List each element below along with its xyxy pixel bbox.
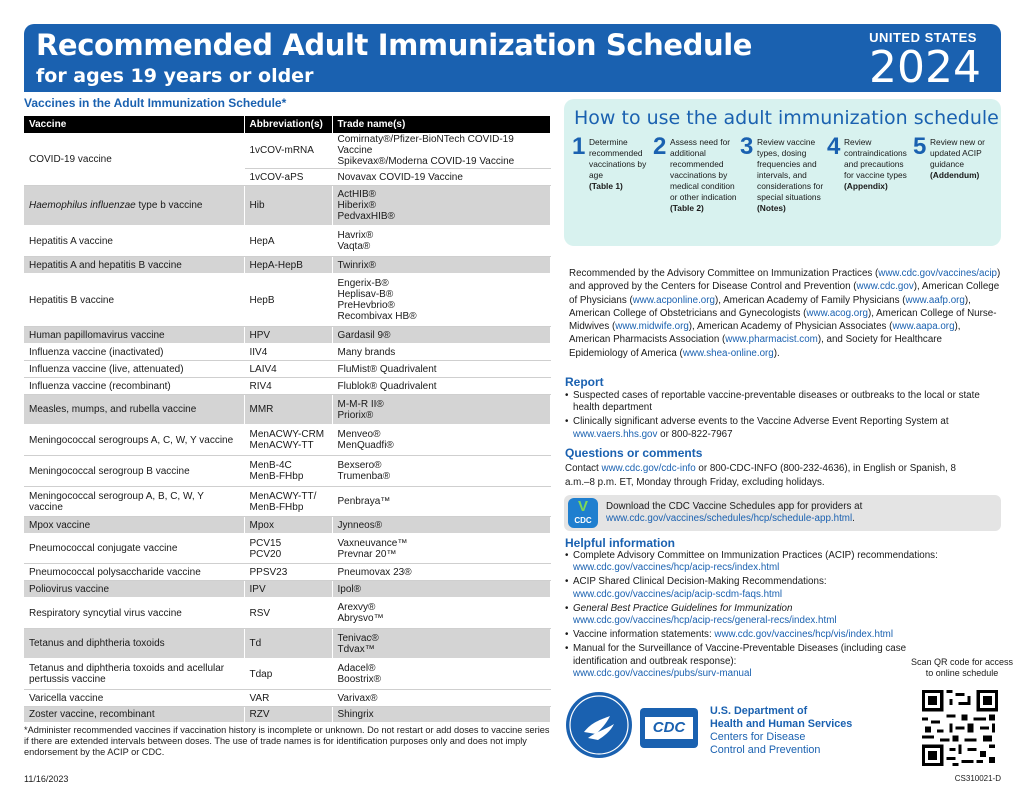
abbreviation: RSV bbox=[244, 598, 332, 629]
vaccine-name: Meningococcal serogroup A, B, C, W, Y vaccine bbox=[24, 487, 244, 517]
trade-names: Gardasil 9® bbox=[332, 327, 551, 344]
trade-names: Twinrix® bbox=[332, 257, 551, 274]
vaccine-name: Meningococcal serogroups A, C, W, Y vaccine bbox=[24, 425, 244, 456]
abbreviation: LAIV4 bbox=[244, 361, 332, 378]
table-row bbox=[24, 564, 551, 581]
step-text: Review new or updated ACIP guidance (Addendum) bbox=[930, 137, 985, 180]
questions-heading: Questions or comments bbox=[565, 446, 703, 460]
trade-names: Ipol® bbox=[332, 581, 551, 598]
abbreviation: 1vCOV-aPS bbox=[244, 169, 332, 186]
vaccine-name: Influenza vaccine (recombinant) bbox=[24, 378, 244, 395]
step-text: Assess need for additional recommended vaccinations by medical condition or other indication (Table 2) bbox=[670, 137, 737, 213]
link-acog[interactable]: www.acog.org bbox=[806, 307, 868, 319]
publication-date: 11/16/2023 bbox=[24, 774, 69, 784]
list-item: • Complete Advisory Committee on Immunization Practices (ACIP) recommendations: www.cdc.gov/vaccines/hcp/acip-recs/index.html bbox=[565, 550, 965, 574]
link-vis[interactable]: www.cdc.gov/vaccines/hcp/vis/index.html bbox=[714, 629, 893, 641]
trade-names: Jynneos® bbox=[332, 517, 551, 534]
vaccine-name: Human papillomavirus vaccine bbox=[24, 327, 244, 344]
step-number: 1 bbox=[572, 133, 586, 160]
abbreviation: VAR bbox=[244, 690, 332, 707]
link-schedule-app[interactable]: www.cdc.gov/vaccines/schedules/hcp/schedule-app.html bbox=[606, 513, 853, 524]
trade-names: Arexvy® Abrysvo™ bbox=[332, 598, 551, 629]
abbreviation: IPV bbox=[244, 581, 332, 598]
table-row bbox=[24, 344, 551, 361]
how-to-panel bbox=[564, 99, 1001, 246]
vaccine-name: Tetanus and diphtheria toxoids and acellular pertussis vaccine bbox=[24, 659, 244, 690]
abbreviation: Hib bbox=[244, 186, 332, 226]
abbreviation: HPV bbox=[244, 327, 332, 344]
vaccine-name: Hepatitis A and hepatitis B vaccine bbox=[24, 257, 244, 274]
abbreviation: Tdap bbox=[244, 659, 332, 690]
table-row bbox=[24, 598, 551, 629]
table-row bbox=[24, 487, 551, 517]
list-item: • Suspected cases of reportable vaccine-preventable diseases or outbreaks to the local or state health department bbox=[565, 390, 1001, 414]
trade-names: Adacel® Boostrix® bbox=[332, 659, 551, 690]
link-aafp[interactable]: www.aafp.org bbox=[905, 294, 965, 306]
vaccine-name: Zoster vaccine, recombinant bbox=[24, 707, 244, 723]
acip-endorsement: Recommended by the Advisory Committee on Immunization Practices (www.cdc.gov/vaccines/acip) and approved by the Centers for Disease Control and Prevention (www.cdc.gov), American College of Physicians (www.acponline.org), American Academy of Family Physicians (www.aafp.org), American College of Obstetricians and Gynecologists (www.acog.org), American College of Nurse-Midwives (www.midwife.org), American Academy of Physician Associates (www.aapa.org), American Pharmacists Association (www.pharmacist.com), and Society for Healthcare Epidemiology of America (www.shea-online.org). bbox=[569, 268, 1001, 359]
trade-names: Havrix® Vaqta® bbox=[332, 226, 551, 257]
step-number: 4 bbox=[827, 133, 841, 160]
table-row bbox=[24, 361, 551, 378]
table-heading: Vaccines in the Adult Immunization Schedule* bbox=[24, 96, 287, 110]
table-row bbox=[24, 517, 551, 534]
vaccine-table bbox=[24, 116, 551, 723]
vaccine-name: Haemophilus influenzae type b vaccine bbox=[24, 186, 244, 226]
abbreviation: IIV4 bbox=[244, 344, 332, 361]
abbreviation: RZV bbox=[244, 707, 332, 723]
table-row bbox=[24, 534, 551, 564]
trade-names: Many brands bbox=[332, 344, 551, 361]
table-row bbox=[24, 581, 551, 598]
column-header-vaccine: Vaccine bbox=[24, 116, 244, 133]
table-row bbox=[24, 690, 551, 707]
cdc-app-icon[interactable]: V CDC bbox=[568, 498, 598, 528]
vaccine-name: Respiratory syncytial virus vaccine bbox=[24, 598, 244, 629]
link-pharmacist[interactable]: www.pharmacist.com bbox=[725, 334, 818, 346]
table-row bbox=[24, 378, 551, 395]
list-item: • Manual for the Surveillance of Vaccine-Preventable Diseases (including case identification and outbreak response): www.cdc.gov/vaccines/pubs/surv-manual bbox=[565, 643, 910, 680]
table-row bbox=[24, 133, 551, 169]
table-row bbox=[24, 274, 551, 327]
trade-names: Menveo® MenQuadfi® bbox=[332, 425, 551, 456]
app-text: Download the CDC Vaccine Schedules app for providers at www.cdc.gov/vaccines/schedules/hcp/schedule-app.html. bbox=[606, 501, 863, 524]
vaccine-name: Influenza vaccine (inactivated) bbox=[24, 344, 244, 361]
abbreviation: HepB bbox=[244, 274, 332, 327]
abbreviation: MenACWY-CRM MenACWY-TT bbox=[244, 425, 332, 456]
vaccine-name: Pneumococcal polysaccharide vaccine bbox=[24, 564, 244, 581]
report-list bbox=[565, 390, 1001, 443]
vaccine-name: Meningococcal serogroup B vaccine bbox=[24, 456, 244, 487]
abbreviation: MenB-4C MenB-FHbp bbox=[244, 456, 332, 487]
abbreviation: HepA bbox=[244, 226, 332, 257]
helpful-list bbox=[565, 550, 965, 682]
link-shea[interactable]: www.shea-online.org bbox=[682, 347, 774, 359]
vaccine-name: Mpox vaccine bbox=[24, 517, 244, 534]
abbreviation: RIV4 bbox=[244, 378, 332, 395]
page-subtitle: for ages 19 years or older bbox=[36, 65, 314, 87]
table-row bbox=[24, 395, 551, 425]
qr-label: Scan QR code for access to online schedule bbox=[910, 657, 1014, 678]
table-row bbox=[24, 659, 551, 690]
table-row bbox=[24, 629, 551, 659]
link-aapa[interactable]: www.aapa.org bbox=[892, 321, 955, 333]
trade-names: FluMist® Quadrivalent bbox=[332, 361, 551, 378]
abbreviation: Td bbox=[244, 629, 332, 659]
list-item: • ACIP Shared Clinical Decision-Making Recommendations: www.cdc.gov/vaccines/acip/acip-scdm-faqs.html bbox=[565, 576, 965, 600]
trade-names: Varivax® bbox=[332, 690, 551, 707]
table-row bbox=[24, 257, 551, 274]
app-download-banner bbox=[564, 495, 1001, 531]
column-header-trade-name: Trade name(s) bbox=[332, 116, 551, 133]
vaccine-name: Hepatitis B vaccine bbox=[24, 274, 244, 327]
trade-names: Vaxneuvance™ Prevnar 20™ bbox=[332, 534, 551, 564]
year-label: 2024 bbox=[869, 42, 981, 93]
trade-names: Penbraya™ bbox=[332, 487, 551, 517]
table-row bbox=[24, 186, 551, 226]
trade-names: ActHIB® Hiberix® PedvaxHIB® bbox=[332, 186, 551, 226]
step-number: 3 bbox=[740, 133, 754, 160]
vaccine-name: Tetanus and diphtheria toxoids bbox=[24, 629, 244, 659]
header-banner bbox=[24, 24, 1001, 92]
trade-names: Tenivac® Tdvax™ bbox=[332, 629, 551, 659]
table-row bbox=[24, 226, 551, 257]
hhs-seal-icon bbox=[566, 692, 632, 758]
cdc-logo-icon: CDC bbox=[640, 708, 698, 748]
report-heading: Report bbox=[565, 375, 604, 389]
abbreviation: PPSV23 bbox=[244, 564, 332, 581]
link-acip-scdm[interactable]: www.cdc.gov/vaccines/acip/acip-scdm-faqs.html bbox=[573, 588, 783, 600]
link-vaers[interactable]: www.vaers.hhs.gov bbox=[573, 428, 658, 440]
link-acip-recs[interactable]: www.cdc.gov/vaccines/hcp/acip-recs/index.html bbox=[573, 562, 780, 574]
step-number: 5 bbox=[913, 133, 927, 160]
trade-names: Pneumovax 23® bbox=[332, 564, 551, 581]
column-header-abbreviation: Abbreviation(s) bbox=[244, 116, 332, 133]
list-item: • General Best Practice Guidelines for Immunization www.cdc.gov/vaccines/hcp/acip-recs/general-recs/index.html bbox=[565, 603, 965, 627]
abbreviation: MMR bbox=[244, 395, 332, 425]
list-item: • Vaccine information statements: www.cdc.gov/vaccines/hcp/vis/index.html bbox=[565, 629, 965, 641]
link-acp[interactable]: www.acponline.org bbox=[632, 294, 715, 306]
trade-names: Engerix-B® Heplisav-B® PreHevbrio® Recombivax HB® bbox=[332, 274, 551, 327]
step-text: Determine recommended vaccinations by age (Table 1) bbox=[589, 137, 647, 191]
vaccine-name: Measles, mumps, and rubella vaccine bbox=[24, 395, 244, 425]
document-code: CS310021-D bbox=[954, 774, 1001, 783]
abbreviation: 1vCOV-mRNA bbox=[244, 133, 332, 169]
abbreviation: Mpox bbox=[244, 517, 332, 534]
agency-name: U.S. Department of Health and Human Services Centers for Disease Control and Prevention bbox=[710, 705, 853, 756]
trade-names: Novavax COVID-19 Vaccine bbox=[332, 169, 551, 186]
vaccine-name: Varicella vaccine bbox=[24, 690, 244, 707]
vaccine-name: COVID-19 vaccine bbox=[24, 133, 244, 186]
vaccine-name: Influenza vaccine (live, attenuated) bbox=[24, 361, 244, 378]
list-item: • Clinically significant adverse events to the Vaccine Adverse Event Reporting System at www.vaers.hhs.gov or 800-822-7967 bbox=[565, 416, 1001, 440]
trade-names: Bexsero® Trumenba® bbox=[332, 456, 551, 487]
step-text: Review vaccine types, dosing frequencies and intervals, and considerations for special situations (Notes) bbox=[757, 137, 824, 213]
trade-names: Flublok® Quadrivalent bbox=[332, 378, 551, 395]
table-row bbox=[24, 425, 551, 456]
abbreviation: HepA-HepB bbox=[244, 257, 332, 274]
vaccine-name: Pneumococcal conjugate vaccine bbox=[24, 534, 244, 564]
country-label: UNITED STATES bbox=[869, 30, 977, 45]
step-number: 2 bbox=[653, 133, 667, 160]
link-midwife[interactable]: www.midwife.org bbox=[615, 321, 689, 333]
questions-text: Contact www.cdc.gov/cdc-info or 800-CDC-INFO (800-232-4636), in English or Spanish, 8 a.m.–8 p.m. ET, Monday through Friday, excluding holidays. bbox=[565, 463, 956, 488]
trade-names: M-M-R II® Priorix® bbox=[332, 395, 551, 425]
trade-names: Comirnaty®/Pfizer-BioNTech COVID-19 Vaccine Spikevax®/Moderna COVID-19 Vaccine bbox=[332, 133, 551, 169]
step-text: Review contraindications and precautions for vaccine types (Appendix) bbox=[844, 137, 907, 191]
table-row bbox=[24, 456, 551, 487]
link-cdc-info[interactable]: www.cdc.gov/cdc-info bbox=[601, 463, 696, 474]
page-title: Recommended Adult Immunization Schedule bbox=[36, 28, 753, 62]
link-cdc[interactable]: www.cdc.gov bbox=[856, 281, 914, 293]
link-general-recs[interactable]: www.cdc.gov/vaccines/hcp/acip-recs/general-recs/index.html bbox=[573, 615, 837, 627]
how-to-title: How to use the adult immunization schedule bbox=[574, 107, 999, 129]
vaccine-name: Poliovirus vaccine bbox=[24, 581, 244, 598]
helpful-heading: Helpful information bbox=[565, 536, 675, 550]
trade-names: Shingrix bbox=[332, 707, 551, 723]
link-acip[interactable]: www.cdc.gov/vaccines/acip bbox=[878, 268, 997, 279]
qr-code-icon[interactable] bbox=[922, 690, 998, 766]
abbreviation: PCV15 PCV20 bbox=[244, 534, 332, 564]
link-surv-manual[interactable]: www.cdc.gov/vaccines/pubs/surv-manual bbox=[573, 667, 752, 679]
table-row bbox=[24, 707, 551, 723]
abbreviation: MenACWY-TT/ MenB-FHbp bbox=[244, 487, 332, 517]
vaccine-name: Hepatitis A vaccine bbox=[24, 226, 244, 257]
footnote: *Administer recommended vaccines if vaccination history is incomplete or unknown. Do not restart or add doses to vaccine series if there are extended intervals between doses. The use of trade names is for identification purposes only and does not imply endorsement by the ACIP or CDC. bbox=[24, 725, 550, 757]
table-row bbox=[24, 327, 551, 344]
